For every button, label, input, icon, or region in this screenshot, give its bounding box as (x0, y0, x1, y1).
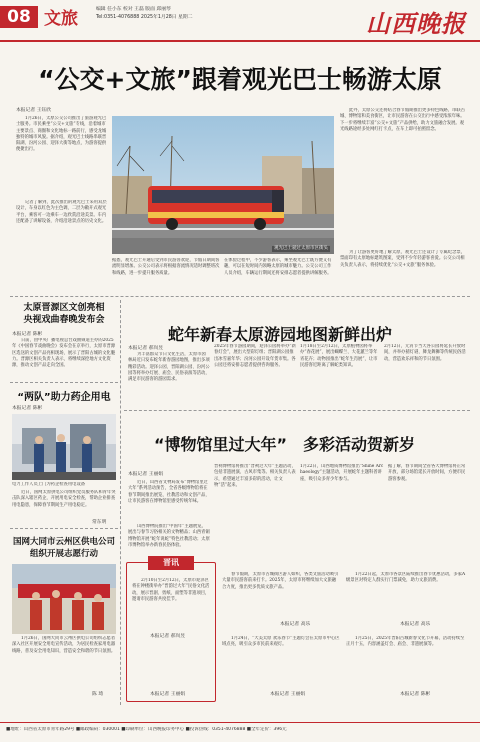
story2-col2: 2025年春节游园期间，迎泽公园将举办“新春灯会”，展出大型彩灯组；晋阳湖公园推出冰雪嘉年华；汾河公园开设年货市集。各公园还将安排志愿者提供咨询服务。 (214, 344, 296, 368)
footer-info: ■地址：山西省太原市青年路29号 ■邮政编码：030001 ■印刷单位：山西晚报印务中心 ■投诉热线：0351-4076888 ■全年定价：396元 (6, 727, 287, 732)
right-bottom-text: 1月22日起，太原市各景区陆续推出春节优惠活动，多家A级景区对特定人群实行门票减免，助力文旅消费。 (346, 572, 466, 584)
divider-vertical (120, 300, 121, 705)
story2-headline: 蛇年新春太原游园地图新鲜出炉 (168, 325, 393, 344)
bottom-col-author2: 本报记者 王丽娟 (270, 692, 306, 697)
bottom-col-text2: 1月24日，“大美太原 欢乐春节”主题灯会在太原市中心区域点亮，吸引众多市民前来观灯。 (222, 636, 340, 648)
workers-photo-image (12, 414, 116, 480)
divider-mid (124, 410, 470, 411)
section-title: 文旅 (44, 9, 78, 29)
tour-bus-graphic (148, 186, 284, 230)
divider-left2 (10, 528, 118, 529)
left-story3-text: 1月26日，国网大同市云州区供电公司组织志愿者深入社区开展安全用电宣传活动，为居民检查家用电器线路，普及安全用电知识，营造安全和谐的节日氛围。 (12, 636, 116, 654)
left-story3-title (12, 536, 116, 560)
main-col1-b: 记者了解到，此次推出的观光巴士采用双层设计，车身以红色为主色调，二层为敞开式观光平台，乘客可一边乘车一边欣赏沿途美景。车内还配备了讲解设备，介绍沿途景点的历史文化。 (16, 200, 107, 224)
masthead-logo: 山西晚报 (366, 9, 466, 38)
main-headline: “公交+文旅”跟着观光巴士畅游太原 (38, 65, 442, 94)
story3-col3: 晋祠博物馆将推出“晋祠过大年”主题活动，包括非遗展演、古风市集等。相关负责人表示，希望通过丰富多彩的活动，让文物“活”起来。 (214, 464, 296, 488)
date-line: Tel:0351-4076888 2025年1月28日 星期二 (96, 15, 193, 20)
left-story3-title-line2: 组织开展志愿行动 (29, 549, 98, 559)
page-number: 08 (0, 6, 38, 28)
story2-col1: 为丰富群众节日文化生活，太原市园林局近日发布蛇年新春游园地图，推出多项精彩活动。迎泽公园、晋阳湖公园、汾河公园等将举办灯展、庙会、民俗表演等活动，满足市民游客的游园需求。 (128, 352, 210, 383)
story4-author: 本报记者 王丽娟 (150, 692, 186, 697)
main-col1-a: 1月26日，太原公交公司推出了旅游观光巴士服务。市民乘坐“公交+文旅”专线，沿着城市主要景点、商圈和文化地标一路前行，感受龙城独特的城市风貌。据介绍，观光巴士线路串联晋阳湖、汾河公园、迎泽大街等地点，为游客提供便捷出行。 (16, 116, 107, 153)
story3-col5: 据了解，春节期间全省各大博物馆将正常开放，部分场馆延长开放时间，方便市民游客参观。 (388, 464, 466, 482)
bus-photo-caption: 观光巴士驶过太原市区街头 (274, 246, 328, 251)
left-story3-photo (12, 564, 116, 634)
left-story1-title (12, 302, 116, 326)
left-story1-title-line1: 太原晋源区文创亮相 (23, 303, 105, 313)
story2-col4: 2月12日，元宵节当天各公园将延长开放时间，并举办猜灯谜、舞龙舞狮等传统民俗活动，营造欢乐祥和的节日氛围。 (384, 344, 466, 362)
story3-col4: 1月22日，山西地质博物馆推出“Shine Archaeology”主题活动，开展蛇年主题科普讲座，吸引众多青少年参与。 (300, 464, 384, 482)
right-bottom-author2: 本报记者 陈彬 (400, 692, 431, 697)
left-story2-photo (12, 414, 116, 480)
left-story2-text: 近日，国网太原供电公司组织党员服务队和青年突击队深入辖区药企，开展用电安全检查，帮助企业排查用电隐患，保障春节期间生产用电稳定。 (12, 490, 116, 508)
left-story1-byline: 本报记者 陈彬 (12, 332, 43, 337)
divider-left1 (10, 382, 118, 383)
left-story2-author: 常东明 (92, 520, 107, 525)
story4-byline: 本报记者 郝岚昱 (150, 634, 186, 639)
left-story3-title-line1: 国网大同市云州区供电公司 (12, 537, 115, 547)
main-col4: 此外，太原公交还将结合春节假期推出更多特色线路，串联古城、博物馆和美食街区，让市民游客在公交出行中感受浓浓年味。下一步将继续丰富“公交+文旅”产品供给，助力文旅融合发展。观光线路途经多处网红打卡点，在车上即可拍照留念。 (340, 108, 466, 132)
editors-info (96, 6, 193, 22)
bottom-col-author: 本报记者 高乐 (280, 622, 311, 627)
main-col3: 在体验过程中，不少游客表示，乘坐观光巴士既方便又有趣，可以在短时间内领略太原的城市魅力。公交公司工作人员介绍，车辆运行期间还将安排志愿者提供讲解服务。 (224, 258, 332, 276)
bottom-col-text: 春节假期，太原市古城街区游人如织，各类文旅活动吸引大量市民游客前来打卡。2025年，太原市将继续加大文旅融合力度，推出更多优质文旅产品。 (222, 572, 339, 590)
story4-label: 晋讯 (148, 556, 194, 570)
editors-line: 编辑 任小东 校对 王磊 版面 邱丽琴 (96, 7, 171, 12)
bus-photo-image (112, 116, 334, 254)
left-story2-caption: 电力工作人员上门为药企检查用电设备 (12, 482, 86, 487)
left-story1-text: 日前，由中央广播电视总台戏曲频道主办的2025年《中国春节戏曲晚会》发布会在京举行，太原市晋源区选送的文创产品亮相现场，展示了晋阳古城的文化魅力。晋源区相关负责人表示，将继续深挖地方文化资源，推动文创产品走向全国。 (12, 338, 116, 369)
main-byline: 本报记者 王钰欣 (16, 108, 52, 113)
divider-top (10, 296, 470, 297)
right-bottom-text2: 1月25日，2025年晋阳古城新春文化节开幕，活动持续至正月十五，内容涵盖灯会、庙会、非遗展演等。 (346, 636, 465, 648)
main-col5: 为了让游客更好地了解太原，观光巴士还设计了专属纪念票，票面印有太原地标建筑图案，受到不少年轻游客喜爱。公交公司相关负责人表示，将持续优化“公交+文旅”服务体验。 (340, 250, 466, 268)
footer-rule (0, 722, 480, 723)
story3-byline: 本报记者 王丽娟 (128, 472, 164, 477)
story2-byline: 本报记者 郝岚昱 (128, 346, 164, 351)
story4-text: 2月10日至2月12日，太原市迎泽区将在钟楼街举办“晋韵过大年”民俗文化活动，展示晋剧、剪纸、面塑等非遗项目，邀请市民游客共度佳节。 (132, 578, 210, 602)
left-story2-byline: 本报记者 陈彬 (12, 406, 43, 411)
main-col2: 据悉，观光巴士开通后受到市民游客欢迎，节假日期间客流明显增加。公交公司表示将根据客流情况适时调整班次和线路，进一步提升服务质量。 (112, 258, 220, 276)
story3-col2: 山西博物院推出“中国年”主题展览，展出与春节习俗相关的文物精品；山西青铜博物馆开展“蛇年说蛇”特色社教活动；太原市博物馆举办新春民俗体验。 (128, 524, 210, 548)
right-bottom-author: 本报记者 高乐 (400, 622, 431, 627)
left-story3-author: 陈 琦 (92, 692, 104, 697)
left-story2-title: “两队”助力药企用电 (17, 392, 111, 403)
left-story1-title-line2: 央视戏曲春晚发布会 (23, 315, 105, 325)
volunteer-photo-image (12, 564, 116, 634)
story3-col1: 近日，山西省文物局发布“博物馆里过大年”系列活动预告，全省各级博物馆将在春节期间推出展览、社教活动和文创产品，让市民游客在博物馆里感受传统年味。 (128, 480, 210, 504)
story2-col3: 1月18日至2月12日，太原植物园将举办“春花展”，展出蝴蝶兰、大花蕙兰等年宵花卉；动物园推出“蛇年生肖展”，让市民游客近距离了解蛇类知识。 (300, 344, 378, 368)
bus-photo (112, 116, 334, 254)
story3-headline: “博物馆里过大年” 多彩活动贺新岁 (154, 435, 416, 454)
